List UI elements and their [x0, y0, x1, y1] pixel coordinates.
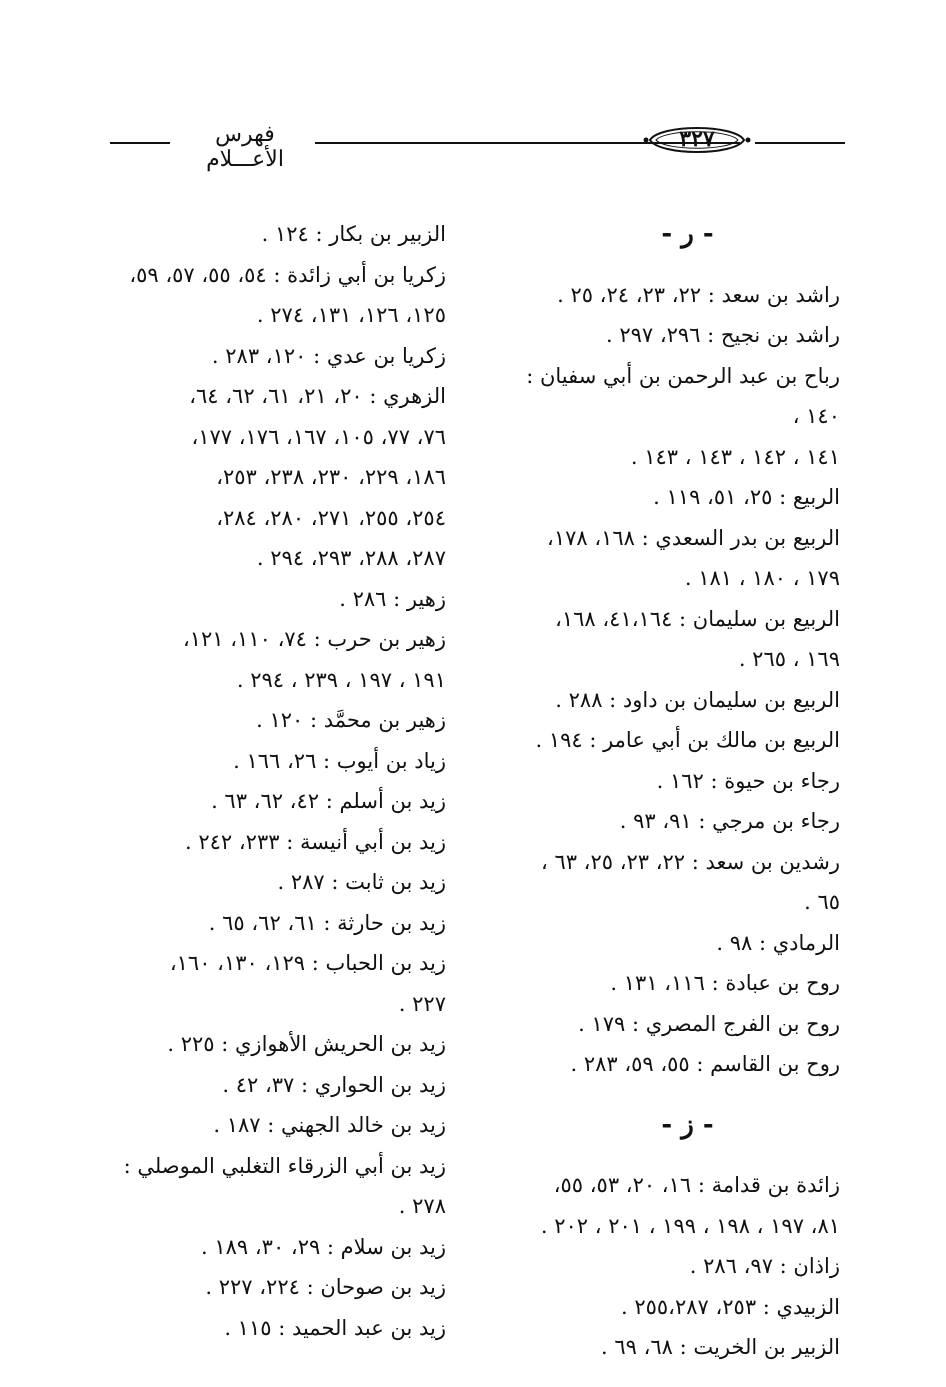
- entry-line: زيد بن صوحان : ٢٢٤، ٢٢٧ .: [205, 1275, 446, 1299]
- index-entry: [101, 1267, 446, 1308]
- index-entry: [495, 1004, 840, 1045]
- entry-line: رباح بن عبد الرحمن بن أبي سفيان : ١٤٠ ،: [526, 363, 840, 428]
- entry-continuation-line: ١٨٦، ٢٢٩، ٢٣٠، ٢٣٨، ٢٥٣،: [216, 465, 446, 489]
- index-entry: [101, 1227, 446, 1268]
- index-entry: [495, 599, 840, 680]
- index-entry: [495, 1287, 840, 1328]
- entry-line: الربيع بن سليمان : ٤١،١٦٤، ١٦٨،: [555, 606, 840, 631]
- index-entry: [101, 579, 446, 620]
- index-entry: [495, 963, 840, 1004]
- entry-line: رجاء بن مرجي : ٩١، ٩٣ .: [619, 809, 840, 833]
- entry-line: رشدين بن سعد : ٢٢، ٢٣، ٢٥، ٦٣ ،: [540, 849, 840, 874]
- running-title: فهرس الأعـــلام: [206, 122, 284, 172]
- entry-continuation-line: ١٤١ ، ١٤٢ ، ١٤٣ ، ١٤٣ .: [630, 444, 840, 469]
- index-entry: [101, 700, 446, 741]
- entry-line: الربيع : ٢٥، ٥١، ١١٩ .: [653, 485, 840, 509]
- entry-line: زياد بن أيوب : ٢٦، ١٦٦ .: [233, 748, 446, 773]
- index-entry: [101, 336, 446, 377]
- entry-continuation-line: ١٦٩ ، ٢٦٥ .: [738, 647, 840, 671]
- entry-line: رجاء بن حيوة : ١٦٢ .: [656, 768, 840, 793]
- index-entry: [101, 943, 446, 1024]
- entry-continuation-line: ٦٥ .: [804, 890, 840, 914]
- entry-line: الزبير بن بكار : ١٢٤ .: [261, 222, 446, 246]
- index-entry: [101, 1308, 446, 1349]
- index-entry: [101, 1024, 446, 1065]
- entry-line: زكريا بن أبي زائدة : ٥٤، ٥٥، ٥٧، ٥٩،: [129, 262, 446, 287]
- entry-continuation-line: ١٢٥، ١٢٦، ١٣١، ٢٧٤ .: [256, 303, 446, 327]
- index-entry: [101, 255, 446, 336]
- index-entry: [101, 376, 446, 579]
- entry-line: زهير بن محمَّد : ١٢٠ .: [256, 708, 446, 732]
- entry-line: زاذان : ٩٧، ٢٨٦ .: [689, 1254, 840, 1278]
- entries-left: [101, 214, 446, 1348]
- entry-line: الزهري : ٢٠، ٢١، ٦١، ٦٢، ٦٤،: [189, 384, 446, 408]
- entry-line: راشد بن نجيح : ٢٩٦، ٢٩٧ .: [606, 323, 840, 347]
- entry-continuation-line: ٢٢٧ .: [398, 991, 446, 1016]
- entry-line: الربيع بن سليمان بن داود : ٢٨٨ .: [555, 687, 840, 712]
- index-entry: [495, 1165, 840, 1246]
- index-entry: [495, 1327, 840, 1368]
- page-number: ٣٢٧: [679, 126, 715, 152]
- entry-line: زيد بن ثابت : ٢٨٧ .: [277, 870, 446, 894]
- entry-line: زهير : ٢٨٦ .: [339, 586, 446, 611]
- entry-line: زهير بن حرب : ٧٤، ١١٠، ١٢١،: [182, 627, 446, 651]
- index-entry: [495, 923, 840, 964]
- index-entry: [495, 356, 840, 478]
- index-entry: [495, 720, 840, 761]
- index-entry: [495, 761, 840, 802]
- entry-line: زيد بن سلام : ٢٩، ٣٠، ١٨٩ .: [201, 1234, 446, 1259]
- entry-line: راشد بن سعد : ٢٢، ٢٣، ٢٤، ٢٥ .: [557, 282, 840, 307]
- entry-line: روح بن عبادة : ١١٦، ١٣١ .: [610, 971, 840, 995]
- section-heading-ra: - ر -: [661, 219, 714, 249]
- index-entry: [495, 315, 840, 356]
- entry-line: زائدة بن قدامة : ١٦، ٢٠، ٥٣، ٥٥،: [553, 1173, 840, 1197]
- entry-line: زيد بن الحريش الأهوازي : ٢٢٥ .: [167, 1032, 446, 1056]
- page-header: [100, 112, 845, 172]
- entry-line: زيد بن حارثة : ٦١، ٦٢، ٦٥ .: [208, 910, 446, 935]
- entry-continuation-line: ٢٨٧، ٢٨٨، ٢٩٣، ٢٩٤ .: [256, 546, 446, 570]
- index-entry: [495, 842, 840, 923]
- entry-line: الرمادي : ٩٨ .: [716, 930, 840, 955]
- index-entry: [101, 619, 446, 700]
- entry-continuation-line: ٨١، ١٩٧ ، ١٩٨ ، ١٩٩ ، ٢٠١ ، ٢٠٢ .: [540, 1213, 840, 1238]
- index-entry: [101, 1065, 446, 1106]
- index-column-right: [495, 214, 840, 1368]
- entry-line: زيد بن أسلم : ٤٢، ٦٢، ٦٣ .: [211, 789, 446, 813]
- index-entry: [101, 781, 446, 822]
- index-entry: [495, 1246, 840, 1287]
- entry-continuation-line: ٢٥٤، ٢٥٥، ٢٧١، ٢٨٠، ٢٨٤،: [216, 505, 446, 530]
- header-rule-right: [755, 142, 845, 144]
- entry-line: زيد بن الحباب : ١٢٩، ١٣٠، ١٦٠،: [169, 951, 446, 975]
- entry-line: زكريا بن عدي : ١٢٠، ٢٨٣ .: [211, 343, 446, 368]
- entry-continuation-line: ١٩١ ، ١٩٧ ، ٢٣٩ ، ٢٩٤ .: [236, 667, 446, 692]
- page-number-ornament: [642, 120, 752, 160]
- entries-za: [495, 1165, 840, 1368]
- entry-line: زيد بن أبي أنيسة : ٢٣٣، ٢٤٢ .: [185, 829, 446, 854]
- entry-line: الزبير بن الخريت : ٦٨، ٦٩ .: [601, 1335, 840, 1359]
- index-entry: [495, 680, 840, 721]
- entries-ra: [495, 275, 840, 1085]
- section-heading-za: - ز -: [661, 1109, 714, 1140]
- entry-line: الربيع بن مالك بن أبي عامر : ١٩٤ .: [535, 728, 840, 752]
- index-entry: [495, 275, 840, 316]
- index-entry: [495, 1044, 840, 1085]
- index-entry: [495, 518, 840, 599]
- entry-line: الربيع بن بدر السعدي : ١٦٨، ١٧٨،: [547, 525, 840, 550]
- entry-line: الزبيدي : ٢٥٣، ٢٥٥،٢٨٧ .: [620, 1294, 840, 1319]
- index-entry: [101, 903, 446, 944]
- index-entry: [101, 1146, 446, 1227]
- entry-continuation-line: ٧٦، ٧٧، ١٠٥، ١٦٧، ١٧٦، ١٧٧،: [191, 424, 446, 449]
- index-entry: [101, 862, 446, 903]
- index-entry: [101, 1105, 446, 1146]
- index-column-left: [101, 214, 446, 1348]
- entry-continuation-line: ١٧٩ ، ١٨٠ ، ١٨١ .: [684, 566, 840, 590]
- entry-line: زيد بن أبي الزرقاء التغلبي الموصلي : ٢٧٨ .: [123, 1153, 446, 1218]
- header-rule-left: [110, 142, 170, 144]
- index-entry: [101, 214, 446, 255]
- index-entry: [101, 822, 446, 863]
- entry-line: زيد بن الحواري : ٣٧، ٤٢ .: [222, 1072, 446, 1097]
- index-entry: [495, 477, 840, 518]
- entry-line: زيد بن عبد الحميد : ١١٥ .: [224, 1315, 446, 1340]
- entry-line: روح بن القاسم : ٥٥، ٥٩، ٢٨٣ .: [570, 1052, 840, 1076]
- index-entry: [495, 801, 840, 842]
- index-entry: [101, 741, 446, 782]
- entry-line: زيد بن خالد الجهني : ١٨٧ .: [213, 1113, 446, 1137]
- entry-line: روح بن الفرج المصري : ١٧٩ .: [578, 1011, 840, 1036]
